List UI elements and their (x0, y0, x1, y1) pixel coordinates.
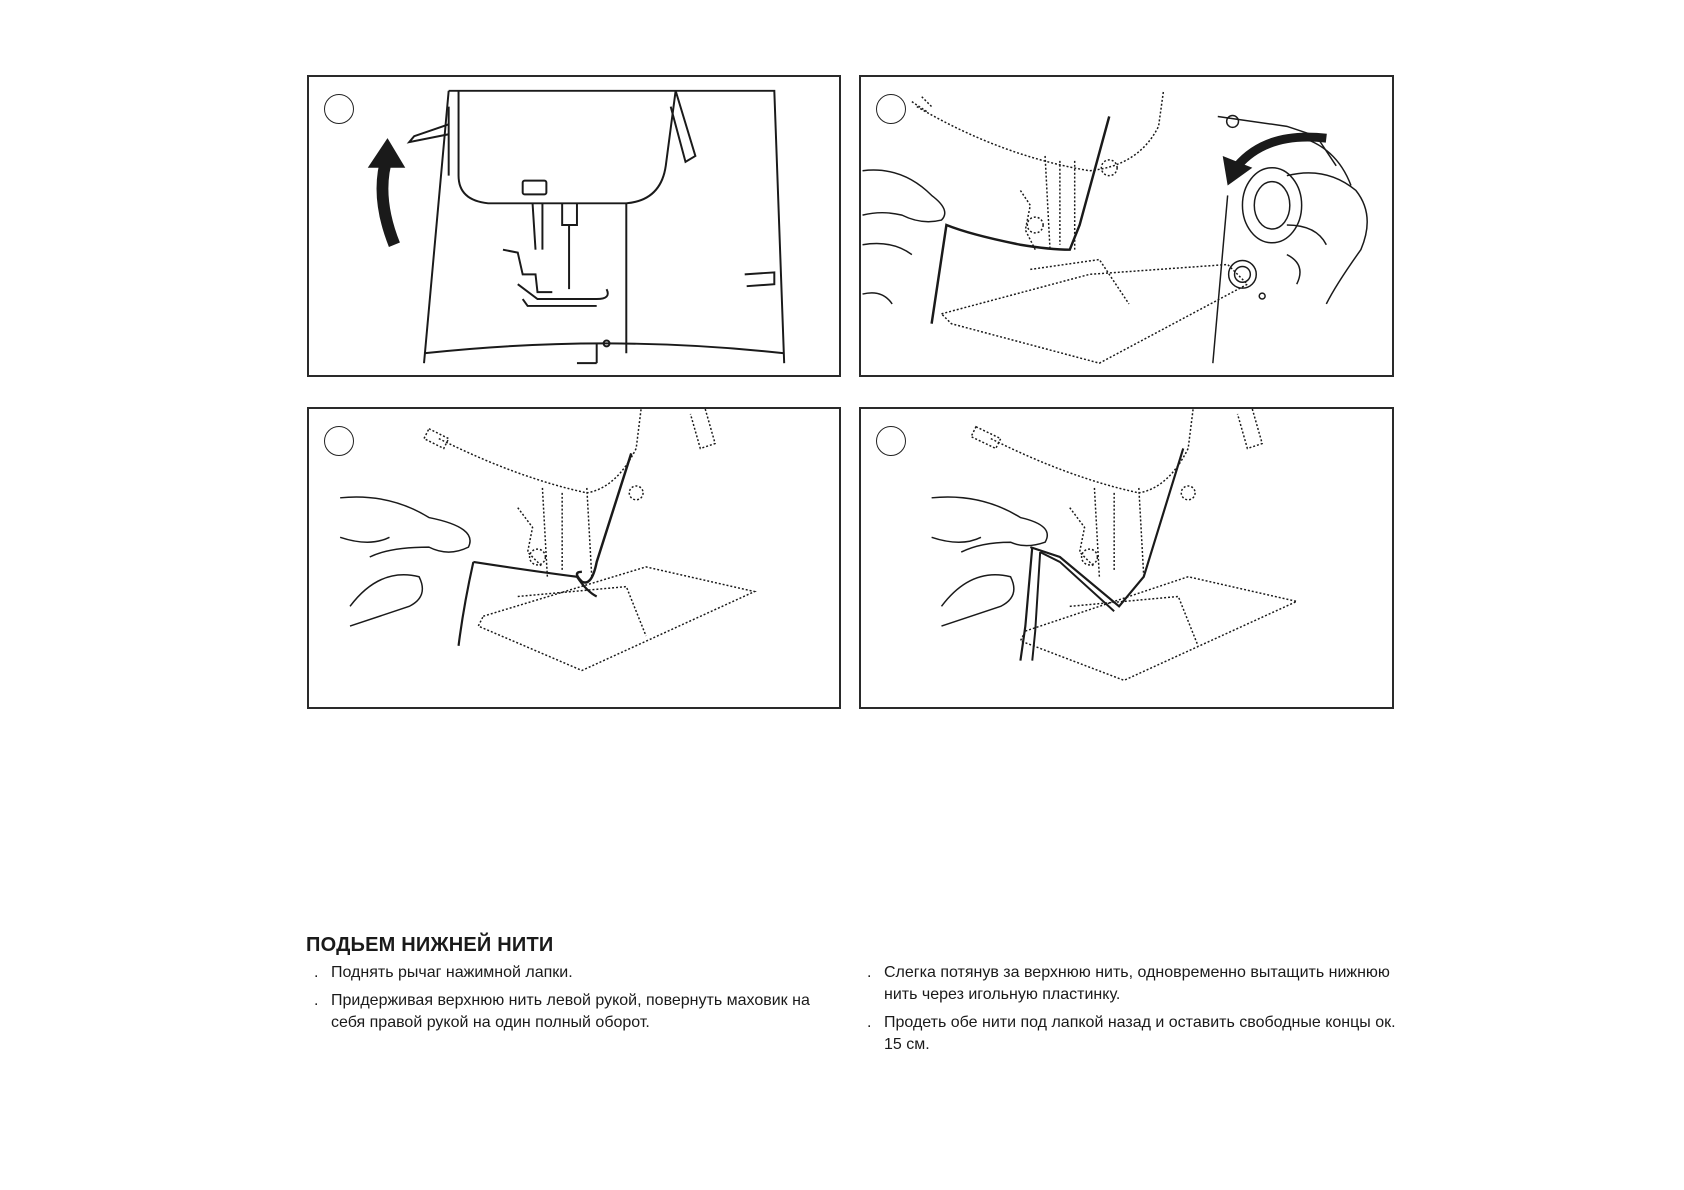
instruction-step (306, 990, 846, 1034)
step-bullet: . (867, 1014, 872, 1031)
instruction-step (306, 962, 846, 984)
instruction-step (859, 962, 1399, 1006)
instruction-text: Придерживая верхнюю нить левой рукой, повернуть маховик на себя правой рукой на один полный оборот. (331, 992, 810, 1031)
instruction-text: Поднять рычаг нажимной лапки. (331, 964, 573, 981)
figure-2 (859, 75, 1394, 377)
step-bullet: . (314, 964, 319, 981)
step-bullet: . (867, 964, 872, 981)
threads-under-foot-icon (861, 409, 1392, 707)
instructions-left-column (306, 962, 846, 1040)
handwheel-turn-icon (861, 77, 1392, 375)
bobbin-thread-loop-icon (309, 409, 839, 707)
instruction-text: Продеть обе нити под лапкой назад и оставить свободные концы ок. 15 см. (884, 1014, 1396, 1053)
instruction-text: Слегка потянув за верхнюю нить, одновременно вытащить нижнюю нить через игольную пластинку. (884, 964, 1390, 1003)
figure-4 (859, 407, 1394, 709)
step-bullet: . (314, 992, 319, 1009)
figure-1 (307, 75, 841, 377)
instruction-step (859, 1012, 1399, 1056)
section-title: ПОДЬЕМ НИЖНЕЙ НИТИ (306, 934, 554, 956)
presser-foot-lever-icon (309, 77, 839, 375)
instructions-right-column (859, 962, 1399, 1062)
figure-3 (307, 407, 841, 709)
